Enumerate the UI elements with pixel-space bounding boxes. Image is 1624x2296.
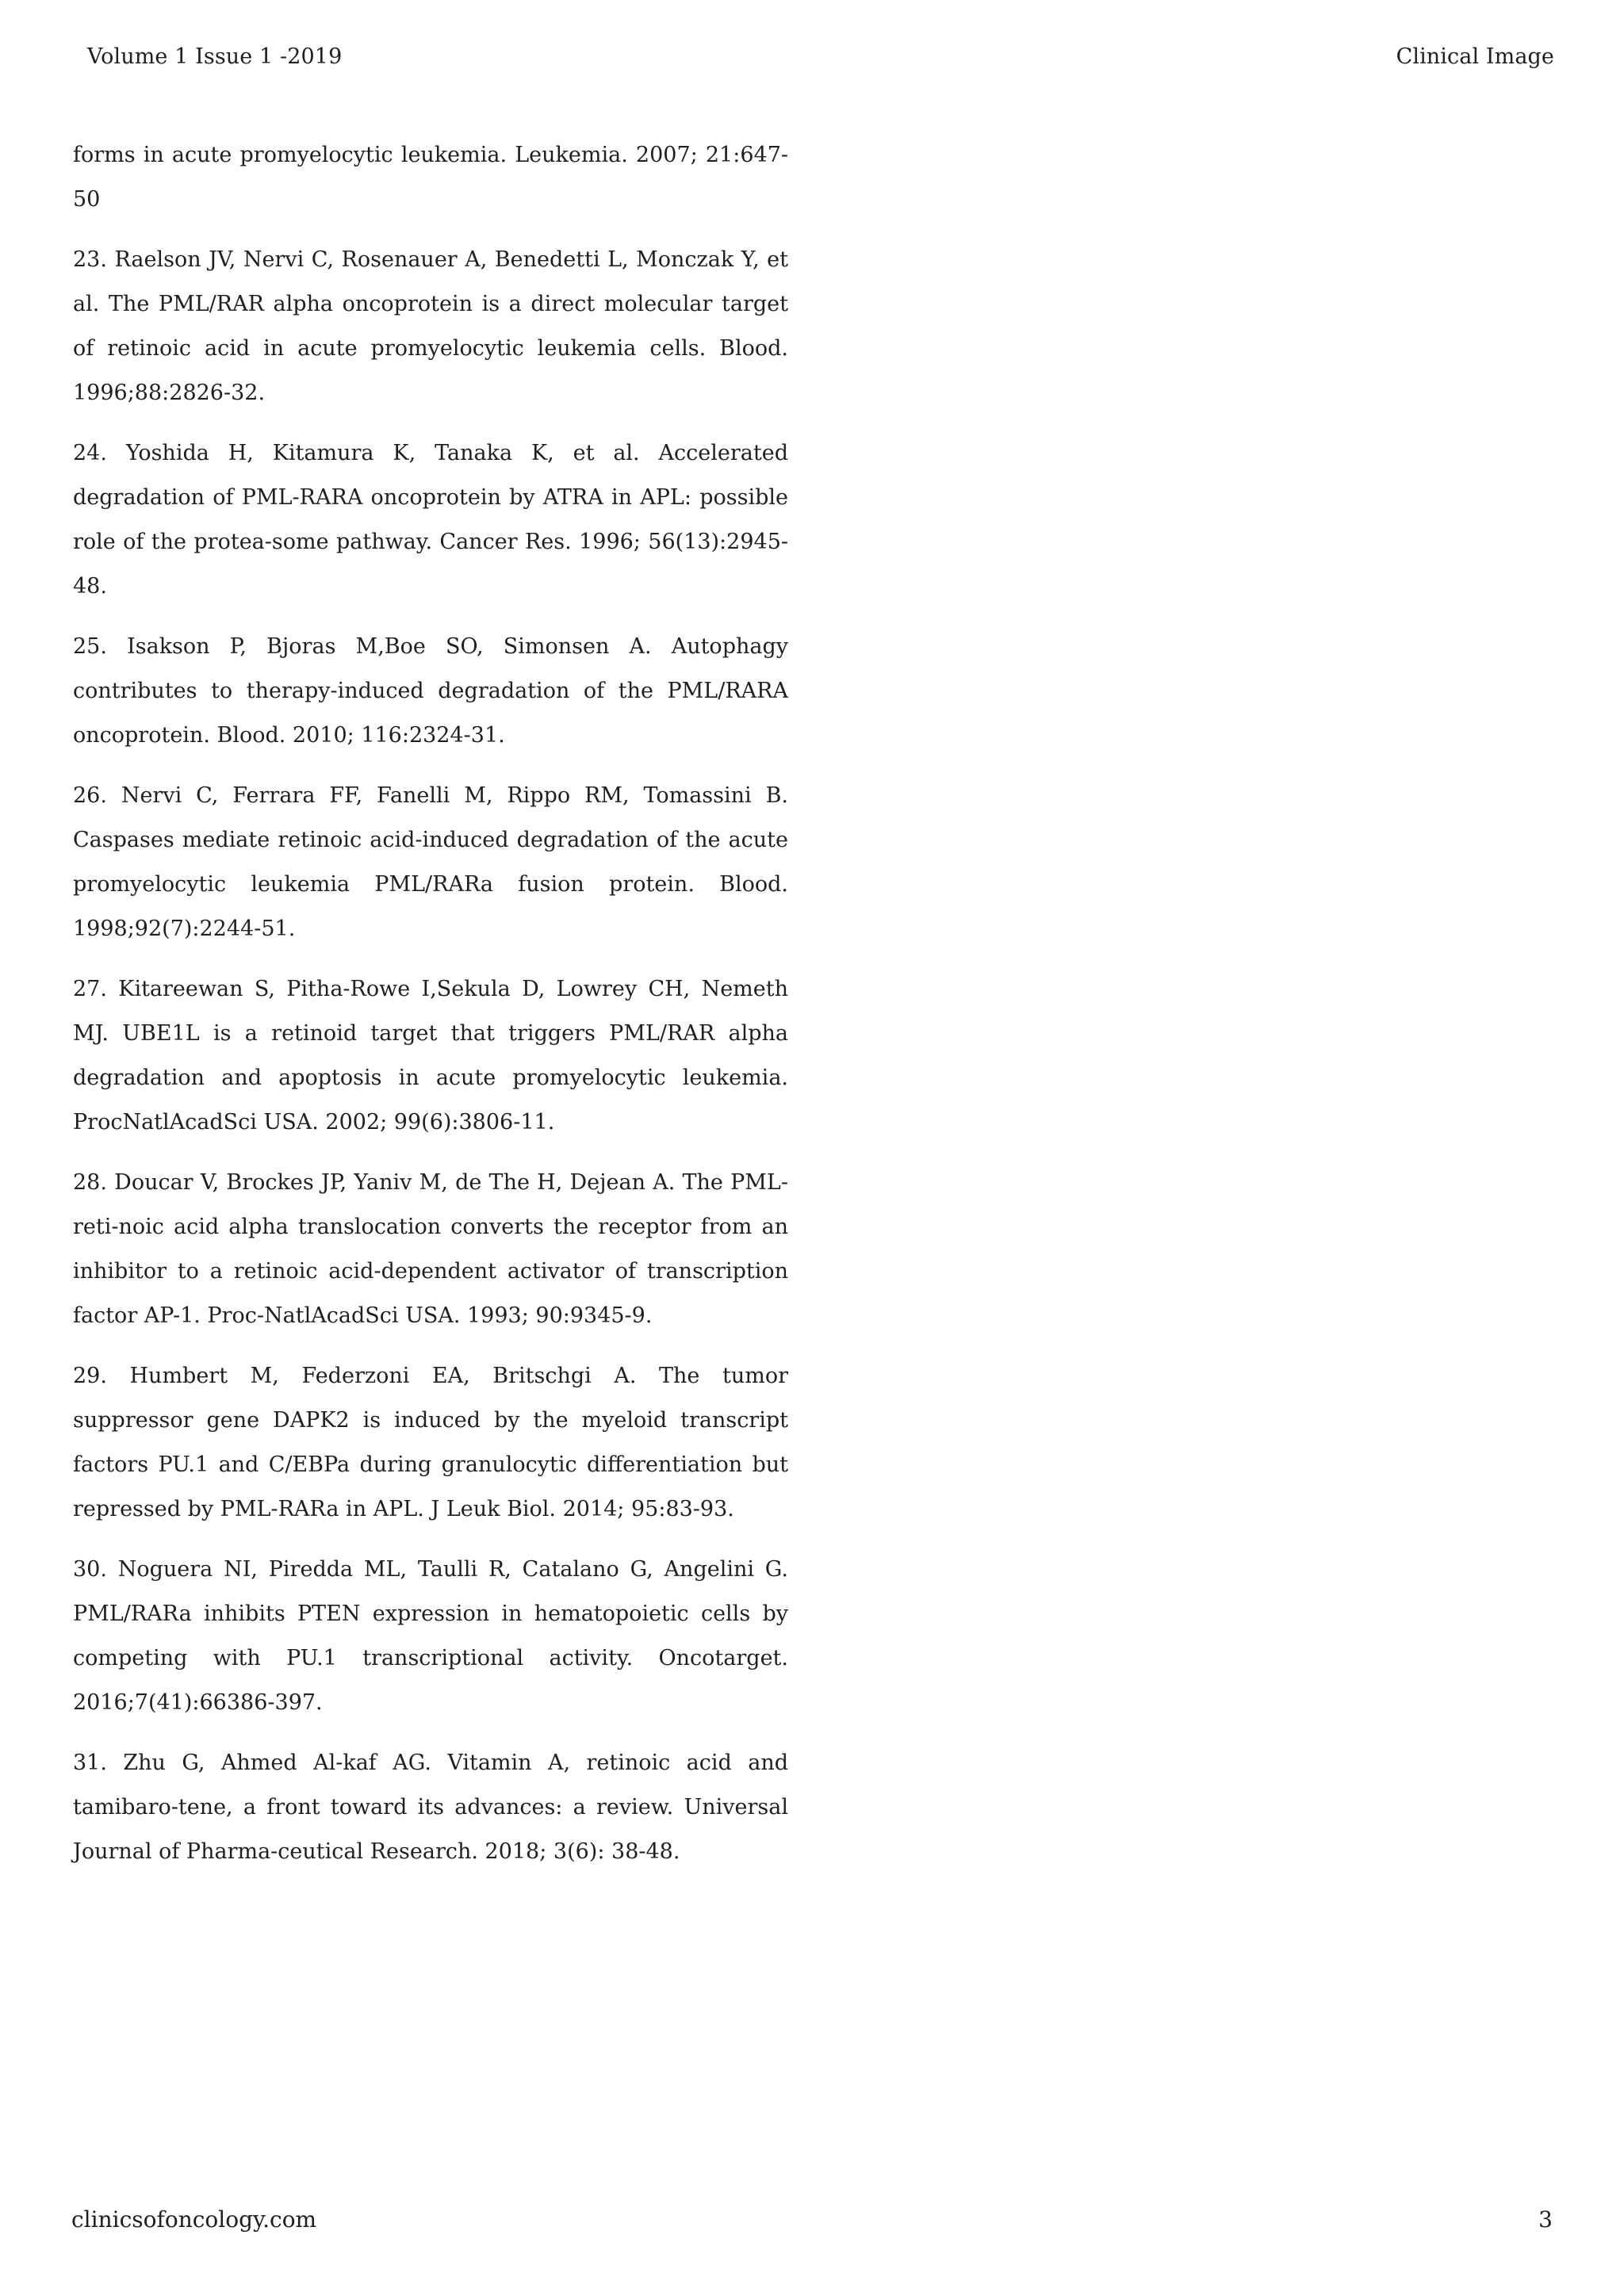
journal-volume-issue: Volume 1 Issue 1 -2019: [87, 44, 343, 69]
reference-item-29: 29. Humbert M, Federzoni EA, Britschgi A. The tumor suppressor gene DAPK2 is induced by the myeloid transcript factors PU.1 and C/EBPa during granulocytic differentiation but repressed by PML-RARa in APL. J Leuk Biol. 2014; 95:83-93.: [73, 1364, 788, 1521]
page-footer: [71, 2204, 1553, 2236]
reference-item-31: 31. Zhu G, Ahmed Al-kaf AG. Vitamin A, retinoic acid and tamibaro-tene, a front toward its advances: a review. Universal Journal of Pharma-ceutical Research. 2018; 3(6): 38-48.: [73, 1751, 788, 1864]
page-header: [87, 41, 1554, 73]
reference-item-28: 28. Doucar V, Brockes JP, Yaniv M, de The H, Dejean A. The PML-reti-noic acid alpha translocation converts the receptor from an inhibitor to a retinoic acid-dependent activator of transcription factor AP-1. Proc-NatlAcadSci USA. 1993; 90:9345-9.: [73, 1170, 788, 1328]
reference-item-27: 27. Kitareewan S, Pitha-Rowe I,Sekula D, Lowrey CH, Nemeth MJ. UBE1L is a retinoid target that triggers PML/RAR alpha degradation and apoptosis in acute promyelocytic leukemia. ProcNatlAcadSci USA. 2002; 99(6):3806-11.: [73, 977, 788, 1135]
reference-item-25: 25. Isakson P, Bjoras M,Boe SO, Simonsen A. Autophagy contributes to therapy-induced degradation of the PML/RARA oncoprotein. Blood. 2010; 116:2324-31.: [73, 634, 788, 748]
reference-item-24: 24. Yoshida H, Kitamura K, Tanaka K, et al. Accelerated degradation of PML-RARA oncoprotein by ATRA in APL: possible role of the protea-some pathway. Cancer Res. 1996; 56(13):2945-48.: [73, 441, 788, 599]
reference-item-23: 23. Raelson JV, Nervi C, Rosenauer A, Benedetti L, Monczak Y, et al. The PML/RAR alpha oncoprotein is a direct molecular target of retinoic acid in acute promyelocytic leukemia cells. Blood. 1996;88:2826-32.: [73, 247, 788, 405]
reference-item-30: 30. Noguera NI, Piredda ML, Taulli R, Catalano G, Angelini G. PML/RARa inhibits PTEN expression in hematopoietic cells by competing with PU.1 transcriptional activity. Oncotarget. 2016;7(41):66386-397.: [73, 1557, 788, 1715]
reference-list: [73, 133, 788, 1874]
article-type: Clinical Image: [1396, 44, 1554, 69]
footer-site-link[interactable]: clinicsofoncology.com: [71, 2206, 317, 2233]
page-number: 3: [1538, 2206, 1553, 2233]
reference-item-22-continued: forms in acute promyelocytic leukemia. Leukemia. 2007; 21:647-50: [73, 143, 788, 212]
reference-item-26: 26. Nervi C, Ferrara FF, Fanelli M, Rippo RM, Tomassini B. Caspases mediate retinoic acid-induced degradation of the acute promyelocytic leukemia PML/RARa fusion protein. Blood. 1998;92(7):2244-51.: [73, 783, 788, 941]
